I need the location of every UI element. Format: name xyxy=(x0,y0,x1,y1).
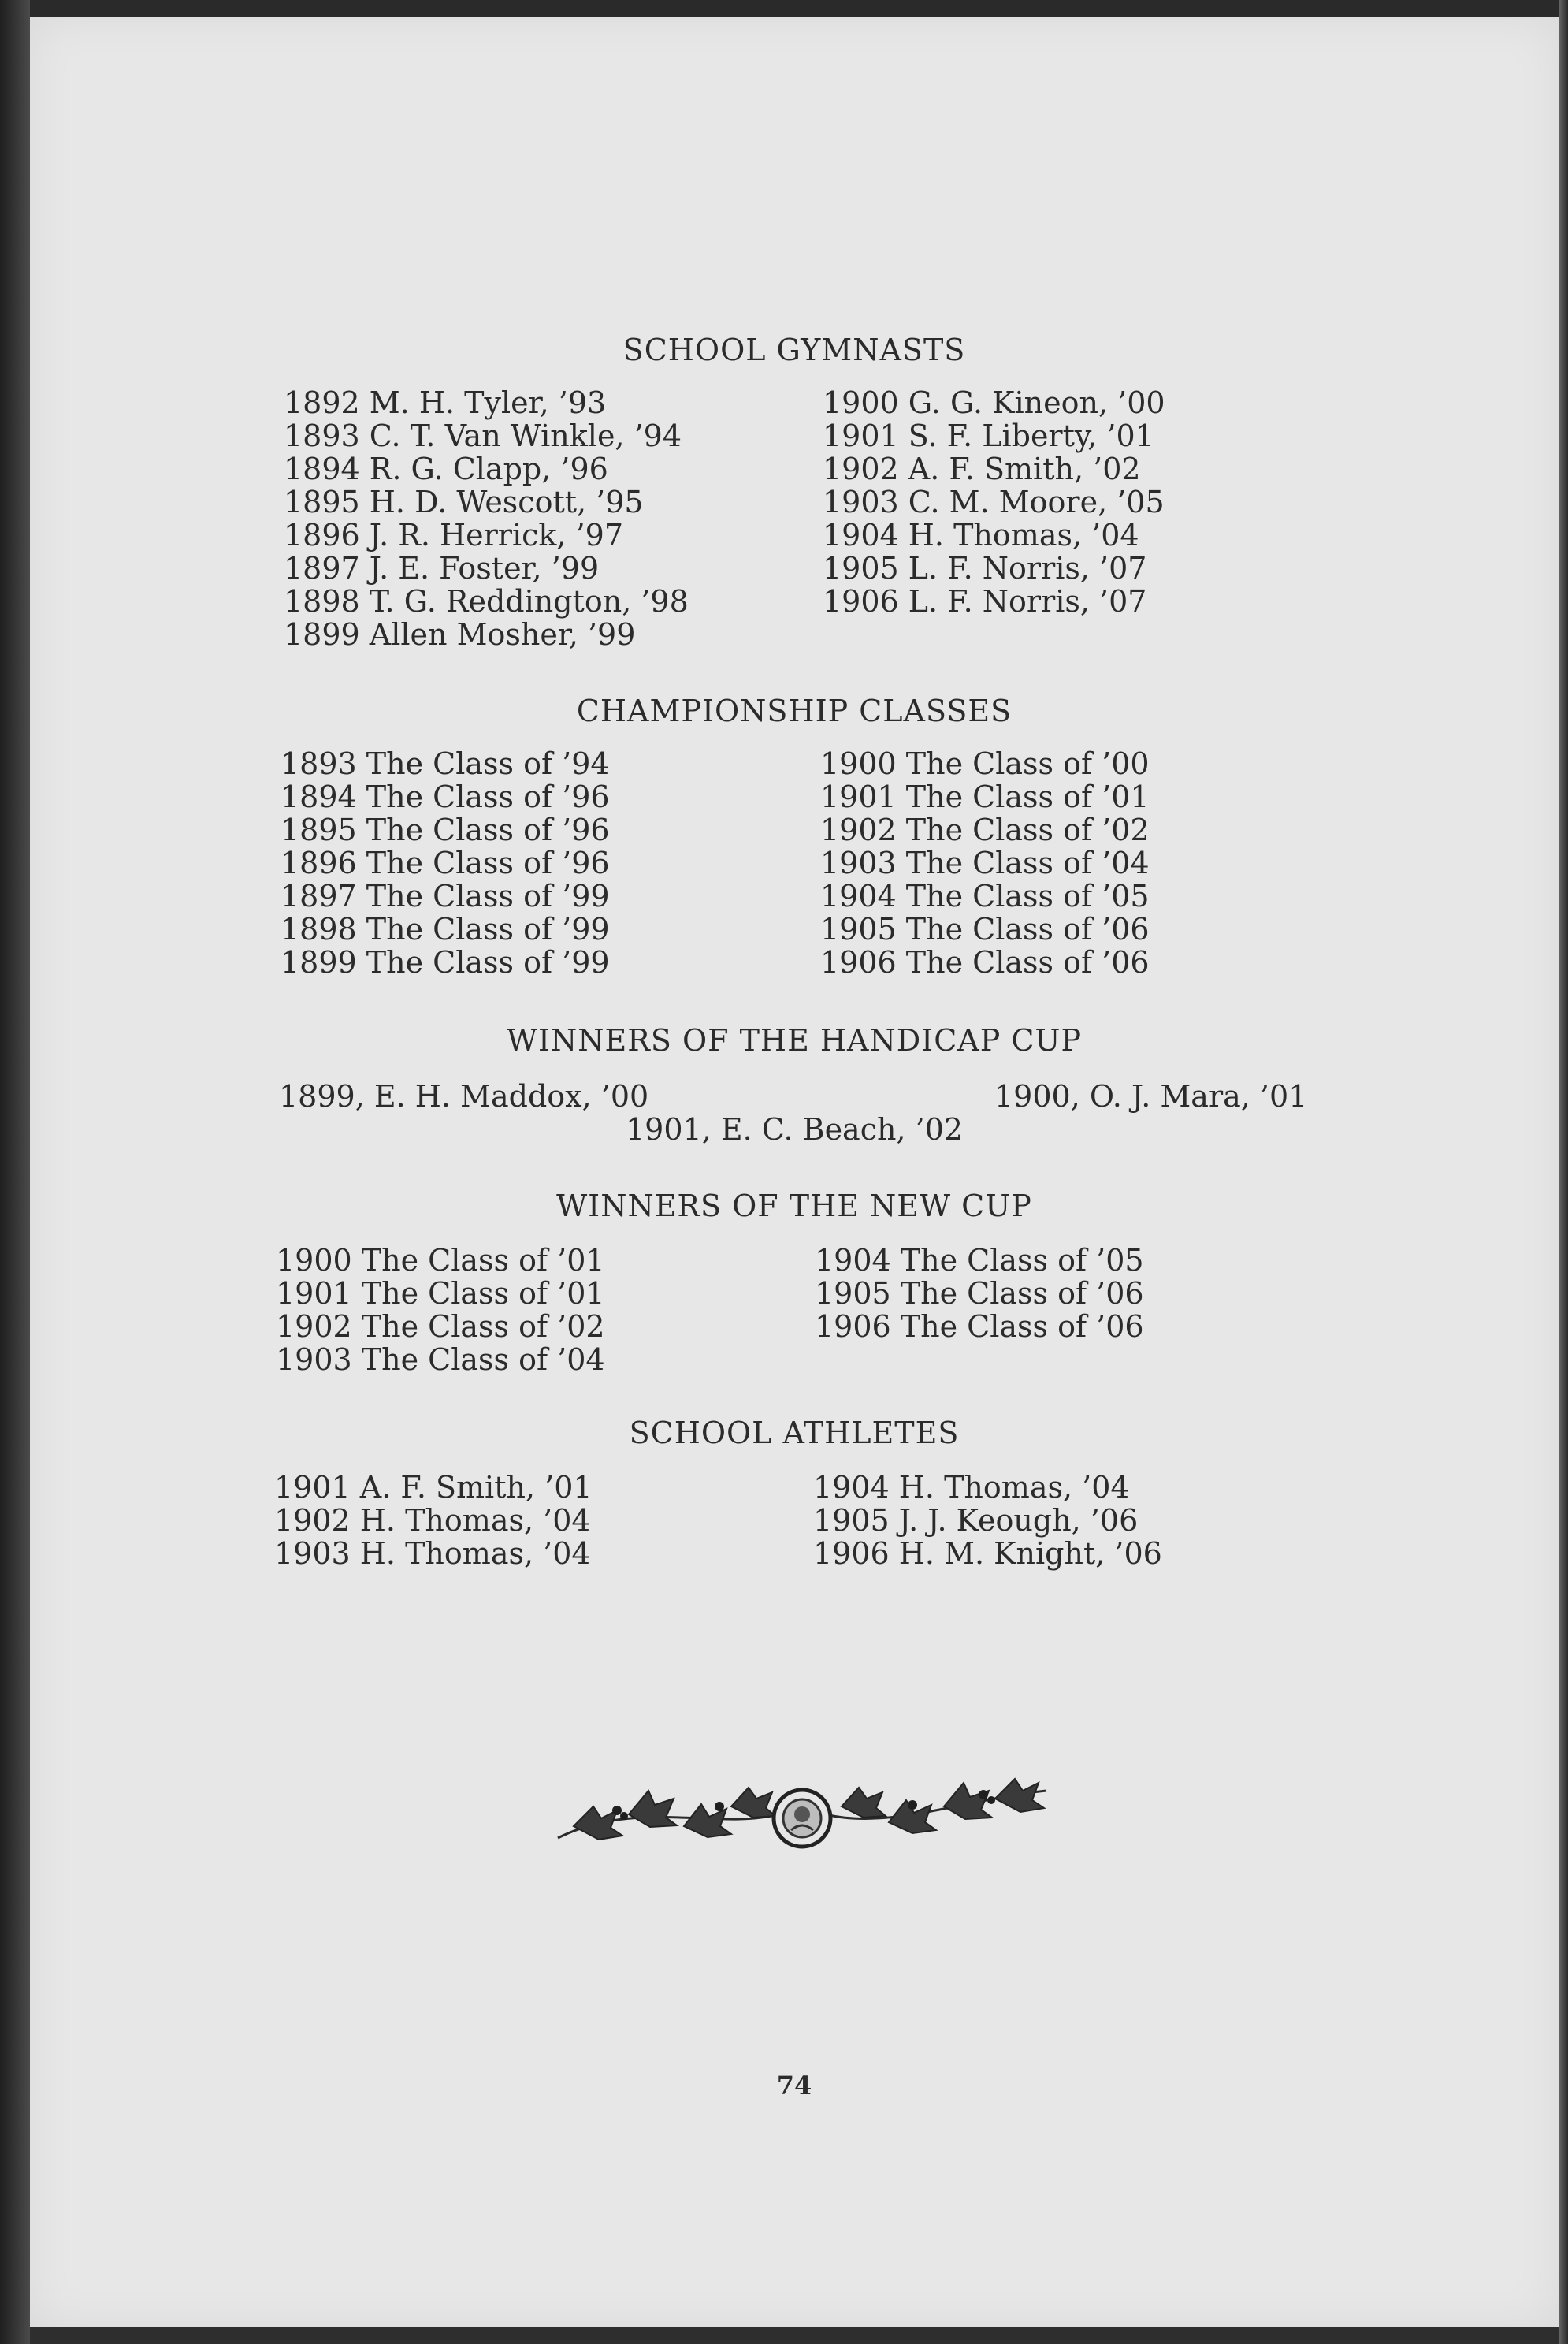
list-item: 1905 L. F. Norris, ’07 xyxy=(823,551,1147,586)
list-item: 1904 The Class of ’05 xyxy=(820,879,1150,913)
list-item: 1905 The Class of ’06 xyxy=(820,912,1150,947)
list-item: 1893 The Class of ’94 xyxy=(281,746,610,781)
list-item: 1902 A. F. Smith, ’02 xyxy=(823,452,1141,486)
list-item: 1901 S. F. Liberty, ’01 xyxy=(823,419,1154,453)
list-item: 1906 H. M. Knight, ’06 xyxy=(813,1536,1162,1571)
list-item: 1904 H. Thomas, ’04 xyxy=(823,518,1139,553)
list-item: 1906 L. F. Norris, ’07 xyxy=(823,584,1147,619)
list-item: 1902 The Class of ’02 xyxy=(820,813,1150,847)
list-item: 1902 The Class of ’02 xyxy=(276,1309,605,1344)
list-item: 1897 The Class of ’99 xyxy=(281,879,610,913)
list-item: 1900 The Class of ’00 xyxy=(820,746,1150,781)
list-item: 1902 H. Thomas, ’04 xyxy=(274,1503,591,1538)
list-item: 1906 The Class of ’06 xyxy=(815,1309,1144,1344)
list-item: 1905 J. J. Keough, ’06 xyxy=(813,1503,1139,1538)
list-item: 1898 T. G. Reddington, ’98 xyxy=(284,584,689,619)
list-item: 1900 The Class of ’01 xyxy=(276,1243,605,1278)
list-item: 1901, E. C. Beach, ’02 xyxy=(626,1112,964,1147)
list-item: 1894 The Class of ’96 xyxy=(281,779,610,814)
list-item: 1904 The Class of ’05 xyxy=(815,1243,1144,1278)
section-title-championship-classes: CHAMPIONSHIP CLASSES xyxy=(576,694,1013,728)
section-title-school-athletes: SCHOOL ATHLETES xyxy=(629,1416,960,1450)
list-item: 1906 The Class of ’06 xyxy=(820,945,1150,980)
list-item: 1896 The Class of ’96 xyxy=(281,846,610,880)
section-title-school-gymnasts: SCHOOL GYMNASTS xyxy=(622,333,966,367)
list-item: 1899, E. H. Maddox, ’00 xyxy=(279,1079,649,1114)
list-item: 1899 The Class of ’99 xyxy=(281,945,610,980)
list-item: 1901 A. F. Smith, ’01 xyxy=(274,1470,593,1505)
scan-border-right xyxy=(1559,0,1568,2344)
list-item: 1899 Allen Mosher, ’99 xyxy=(284,617,636,652)
list-item: 1903 C. M. Moore, ’05 xyxy=(823,485,1165,519)
holly-garland-icon xyxy=(542,1751,1062,1877)
list-item: 1895 The Class of ’96 xyxy=(281,813,610,847)
section-title-handicap-cup: WINNERS OF THE HANDICAP CUP xyxy=(506,1023,1083,1058)
list-item: 1893 C. T. Van Winkle, ’94 xyxy=(284,419,682,453)
list-item: 1895 H. D. Wescott, ’95 xyxy=(284,485,644,519)
page-number: 74 xyxy=(776,2071,812,2100)
list-item: 1898 The Class of ’99 xyxy=(281,912,610,947)
list-item: 1905 The Class of ’06 xyxy=(815,1276,1144,1311)
list-item: 1894 R. G. Clapp, ’96 xyxy=(284,452,608,486)
list-item: 1903 H. Thomas, ’04 xyxy=(274,1536,591,1571)
scan-border-left xyxy=(0,0,30,2344)
section-title-new-cup: WINNERS OF THE NEW CUP xyxy=(556,1189,1032,1223)
scan-border-top xyxy=(0,0,1568,17)
list-item: 1892 M. H. Tyler, ’93 xyxy=(284,385,607,420)
list-item: 1901 The Class of ’01 xyxy=(276,1276,605,1311)
list-item: 1903 The Class of ’04 xyxy=(276,1342,605,1377)
list-item: 1901 The Class of ’01 xyxy=(820,779,1150,814)
list-item: 1897 J. E. Foster, ’99 xyxy=(284,551,600,586)
document-page xyxy=(30,17,1559,2327)
list-item: 1904 H. Thomas, ’04 xyxy=(813,1470,1130,1505)
list-item: 1903 The Class of ’04 xyxy=(820,846,1150,880)
list-item: 1896 J. R. Herrick, ’97 xyxy=(284,518,624,553)
list-item: 1900, O. J. Mara, ’01 xyxy=(994,1079,1308,1114)
list-item: 1900 G. G. Kineon, ’00 xyxy=(823,385,1165,420)
